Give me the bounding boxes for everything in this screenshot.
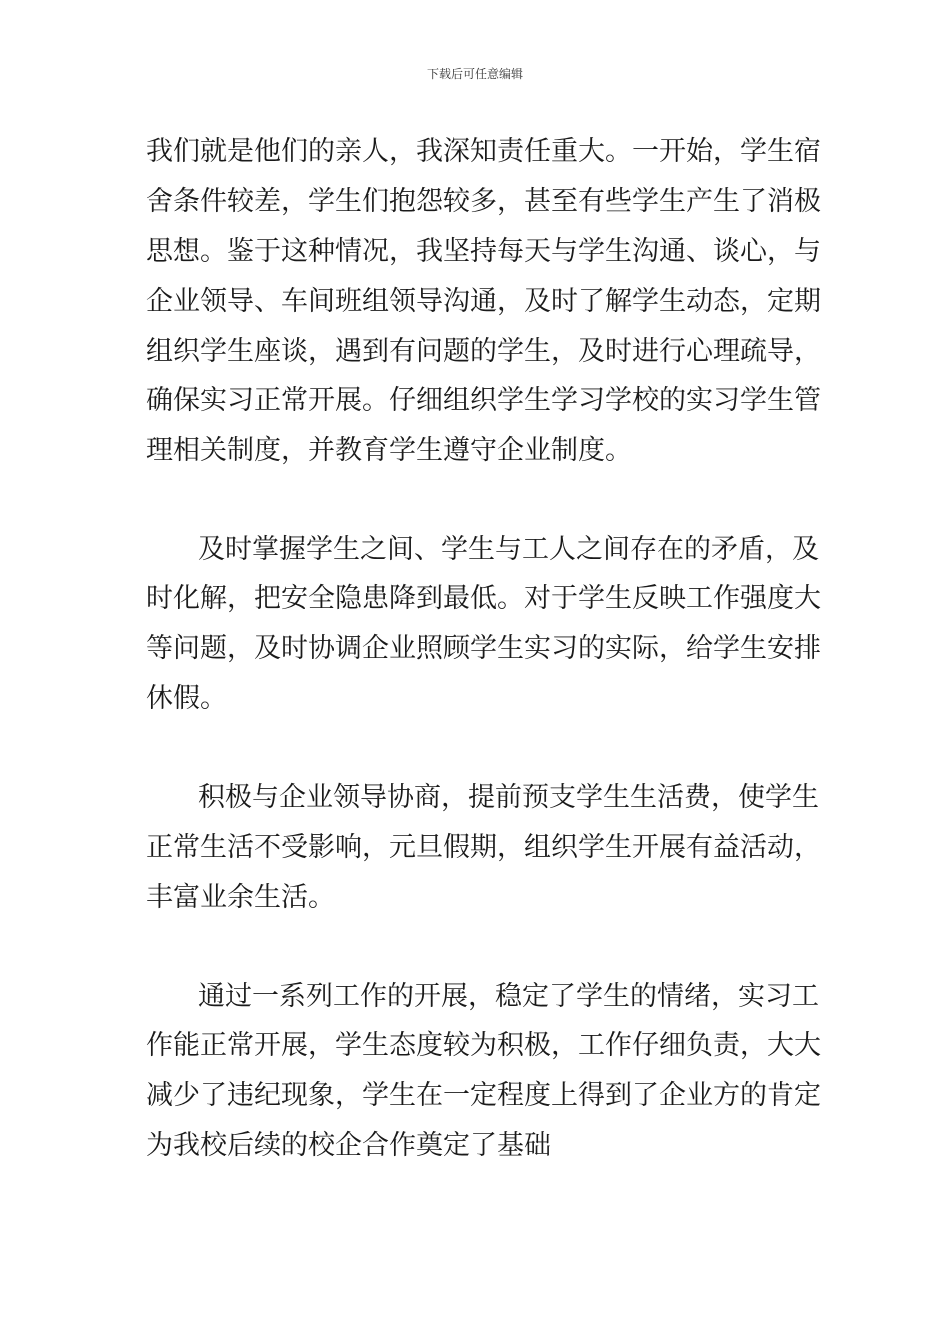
paragraph-4-line-3: 减少了违纪现象，学生在一定程度上得到了企业方的肯定 [146, 1080, 821, 1111]
paragraph-1-line-3: 思想。鉴于这种情况，我坚持每天与学生沟通、谈心，与 [146, 236, 821, 267]
paragraph-4-line-4: 为我校后续的校企合作奠定了基础 [146, 1130, 551, 1161]
paragraph-3-line-3: 丰富业余生活。 [146, 882, 335, 913]
paragraph-3-line-2: 正常生活不受影响，元旦假期，组织学生开展有益活动， [146, 832, 821, 863]
paragraph-3-line-1: 积极与企业领导协商，提前预支学生生活费，使学生 [198, 782, 819, 813]
paragraph-1-line-2: 舍条件较差，学生们抱怨较多，甚至有些学生产生了消极 [146, 186, 821, 217]
paragraph-4-line-2: 作能正常开展，学生态度较为积极，工作仔细负责，大大 [146, 1030, 821, 1061]
paragraph-1-line-4: 企业领导、车间班组领导沟通，及时了解学生动态，定期 [146, 286, 821, 317]
paragraph-2-line-1: 及时掌握学生之间、学生与工人之间存在的矛盾，及 [198, 534, 819, 565]
paragraph-2-line-4: 休假。 [146, 683, 227, 714]
header-note: 下载后可任意编辑 [426, 67, 523, 81]
paragraph-2-line-3: 等问题，及时协调企业照顾学生实习的实际，给学生安排 [146, 633, 821, 664]
paragraph-1-line-6: 确保实习正常开展。仔细组织学生学习学校的实习学生管 [146, 385, 821, 416]
paragraph-4-line-1: 通过一系列工作的开展，稳定了学生的情绪，实习工 [198, 981, 819, 1012]
paragraph-1-line-5: 组织学生座谈，遇到有问题的学生，及时进行心理疏导， [146, 336, 821, 367]
paragraph-1-line-1: 我们就是他们的亲人，我深知责任重大。一开始，学生宿 [146, 136, 821, 167]
paragraph-2-line-2: 时化解，把安全隐患降到最低。对于学生反映工作强度大 [146, 583, 821, 614]
paragraph-1-line-7: 理相关制度，并教育学生遵守企业制度。 [146, 435, 632, 466]
